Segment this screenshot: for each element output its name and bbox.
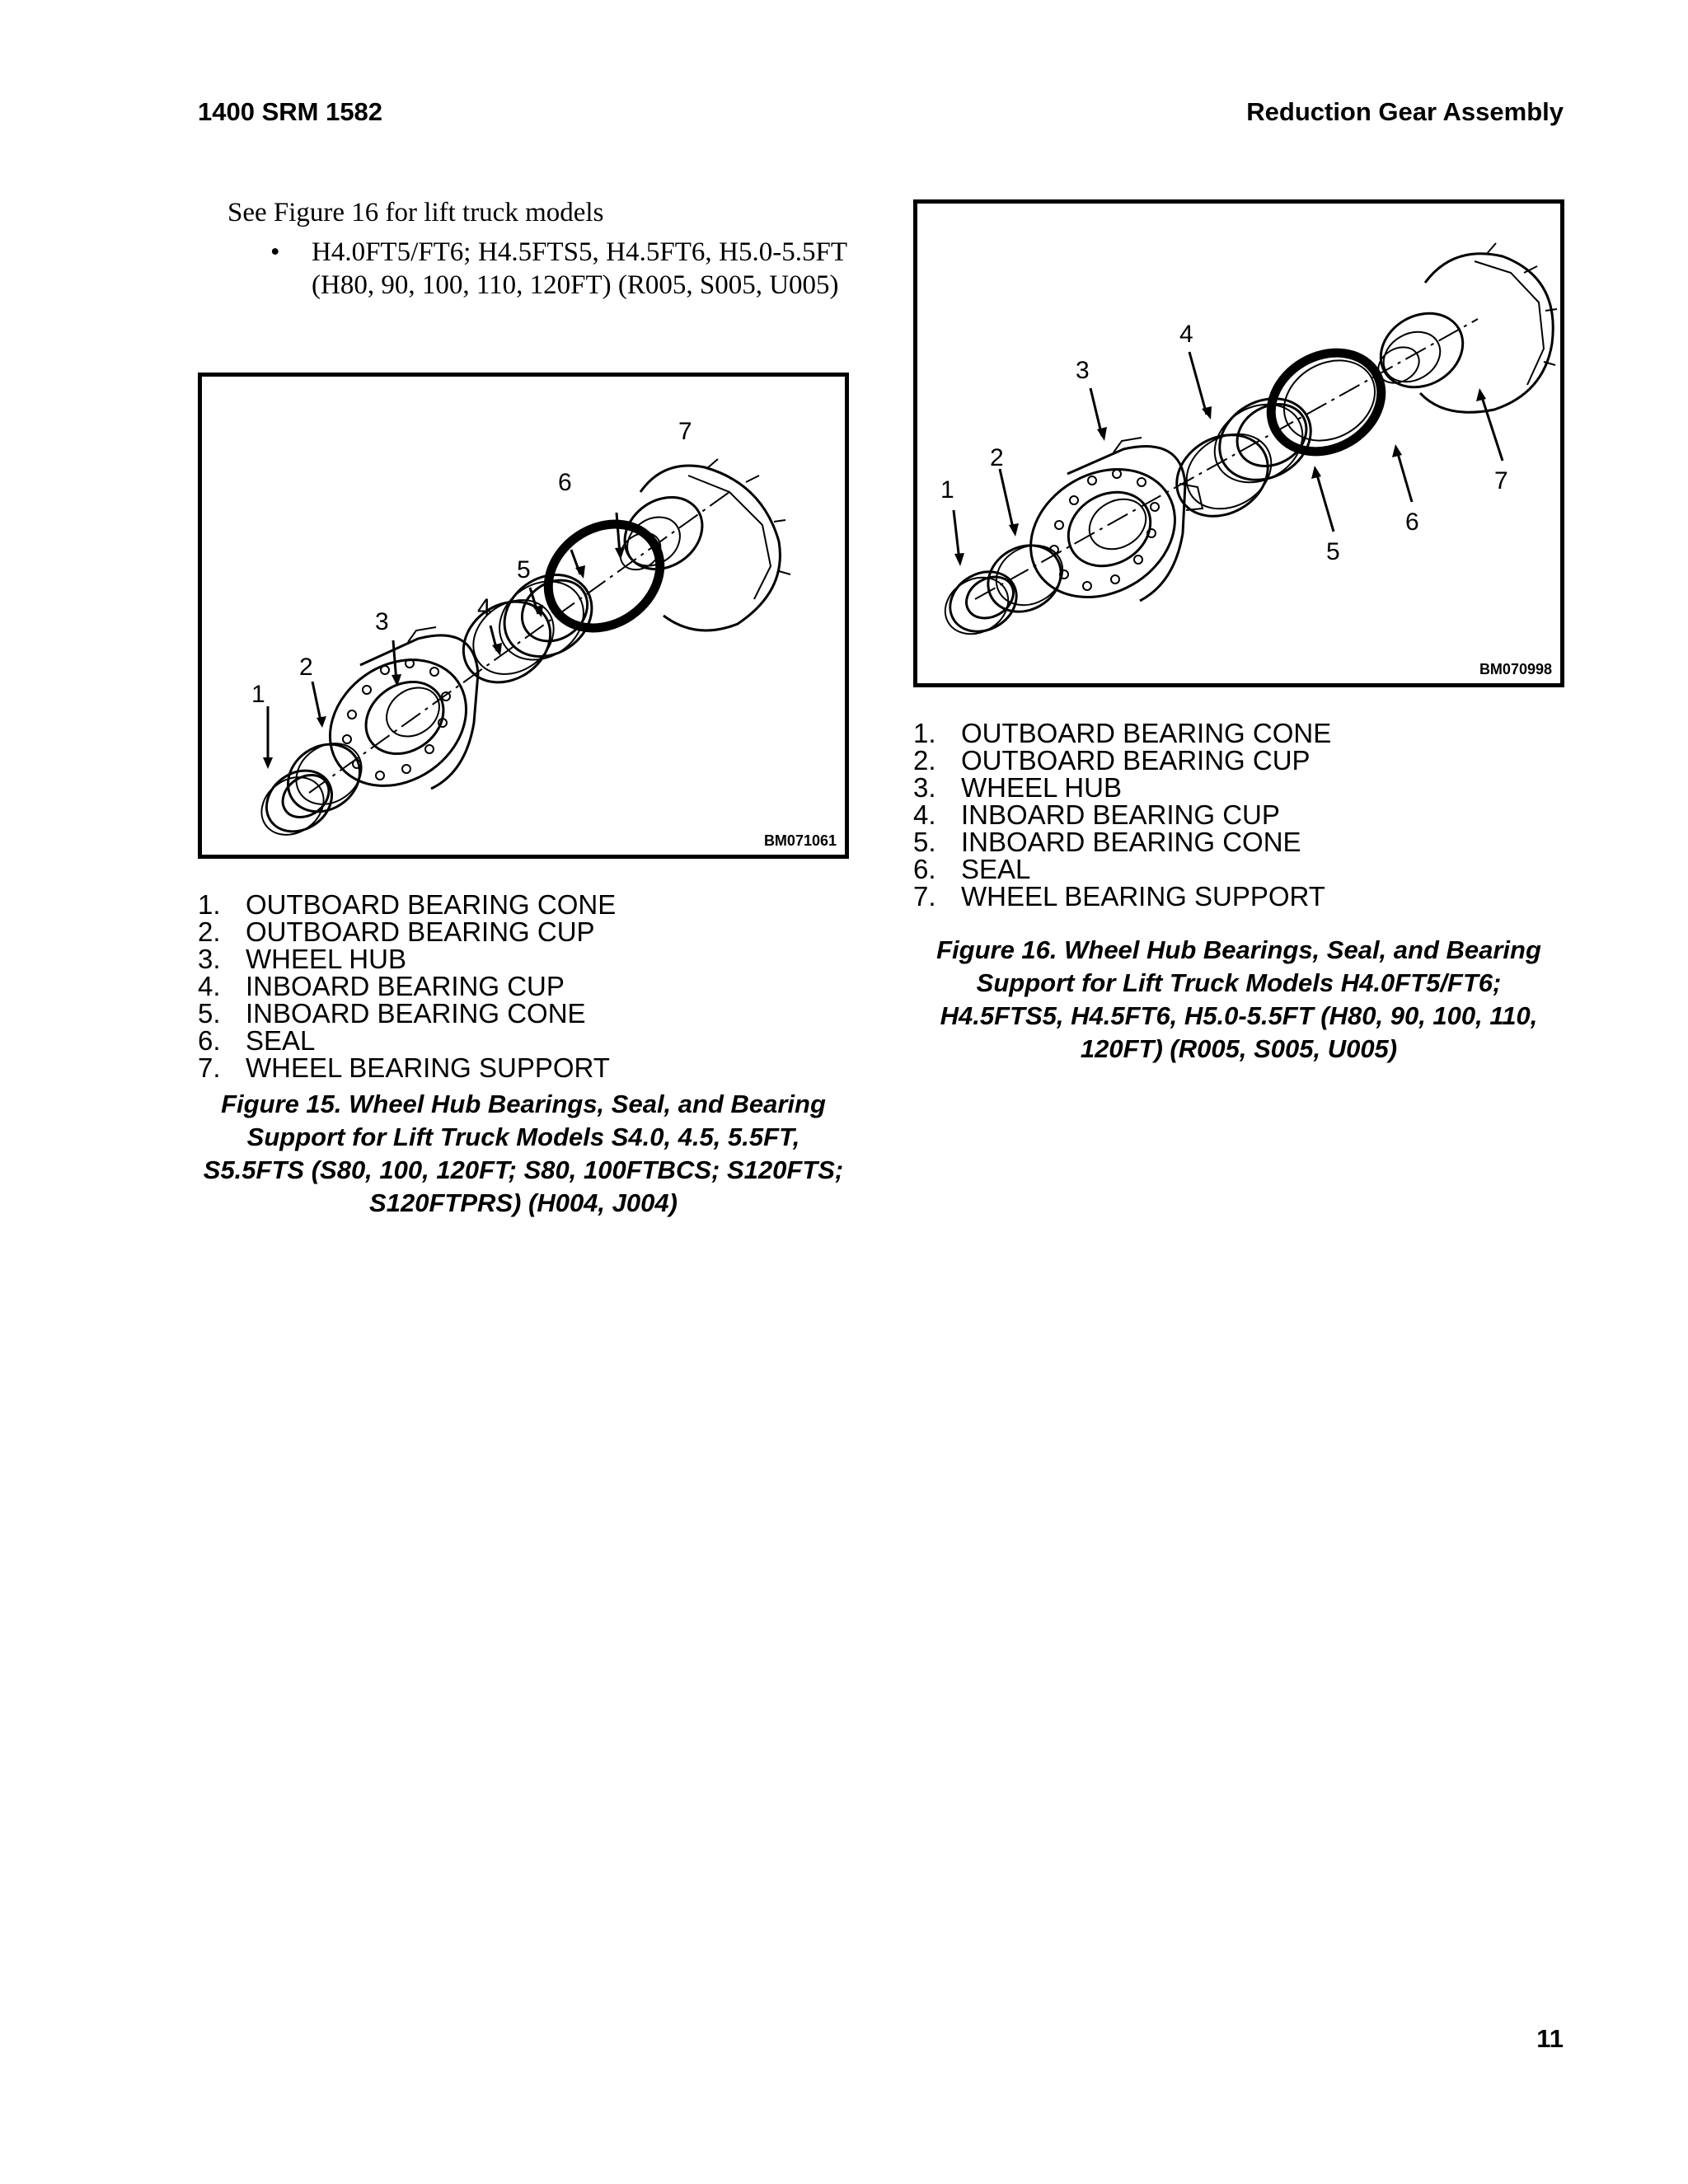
intro-bullet-text: H4.0FT5/FT6; H4.5FTS5, H4.5FT6, H5.0-5.5FT (H80, 90, 100, 110, 120FT) (R005, S005, U005) — [312, 237, 847, 300]
legend-item — [913, 801, 1331, 828]
legend-item — [913, 747, 1331, 774]
page-number: 11 — [1536, 2024, 1564, 2053]
legend-item — [198, 1027, 616, 1054]
legend-num: 7. — [198, 1052, 221, 1083]
legend-label: OUTBOARD BEARING CUP — [961, 745, 1311, 776]
figure-16-exploded-drawing — [917, 204, 1560, 683]
legend-item — [198, 891, 616, 918]
intro-lead: See Figure 16 for lift truck models — [227, 198, 604, 227]
legend-num: 3. — [913, 772, 936, 803]
legend-item — [198, 918, 616, 945]
callout-4: 4 — [477, 594, 491, 621]
callout-2: 2 — [299, 654, 313, 681]
figure-15-image-id: BM071061 — [763, 832, 837, 849]
legend-item — [913, 774, 1331, 801]
legend-label: OUTBOARD BEARING CONE — [246, 889, 617, 920]
legend-num: 2. — [913, 745, 936, 776]
legend-num: 5. — [913, 827, 936, 857]
legend-label: SEAL — [246, 1025, 316, 1056]
callout-6: 6 — [1405, 509, 1419, 536]
callout-3: 3 — [375, 608, 389, 635]
legend-label: WHEEL BEARING SUPPORT — [961, 881, 1325, 912]
part-inboard-bearing-cup — [1162, 419, 1285, 532]
legend-num: 2. — [198, 916, 221, 947]
figure-15-caption: Figure 15. Wheel Hub Bearings, Seal, and Bearing Support for Lift Truck Models S4.0, 4.5, 5.5FT, S5.5FTS (S80, 100, 120FT; S80, 100FTBCS; S120FTS; S120FTPRS) (H004, J004) — [203, 1090, 844, 1217]
legend-num: 4. — [913, 799, 936, 830]
legend-label: OUTBOARD BEARING CONE — [961, 718, 1332, 748]
legend-num: 6. — [913, 854, 936, 884]
callout-5: 5 — [1326, 538, 1340, 565]
figure-16-illustration — [913, 199, 1564, 687]
callout-labels — [251, 418, 692, 708]
legend-item — [198, 945, 616, 972]
legend-label: INBOARD BEARING CUP — [961, 799, 1280, 830]
legend-label: WHEEL HUB — [961, 772, 1122, 803]
legend-item — [913, 828, 1331, 855]
figure-15-legend — [198, 891, 616, 1081]
legend-item — [913, 719, 1331, 747]
part-inboard-bearing-cone — [1201, 382, 1326, 498]
header-section-title: Reduction Gear Assembly — [1246, 97, 1564, 126]
callout-labels — [940, 321, 1508, 565]
figure-16-caption: Figure 16. Wheel Hub Bearings, Seal, and Bearing Support for Lift Truck Models H4.0FT5/FT6; H4.5FTS5, H4.5FT6, H5.0-5.5FT (H80, 90, 100, 110, 120FT) (R005, S005, U005) — [936, 935, 1541, 1063]
legend-label: OUTBOARD BEARING CUP — [246, 916, 595, 947]
legend-item — [913, 855, 1331, 883]
callout-1: 1 — [940, 476, 954, 504]
figure-15-exploded-drawing — [202, 377, 845, 855]
callout-leaders — [954, 352, 1503, 566]
legend-label: WHEEL BEARING SUPPORT — [246, 1052, 610, 1083]
part-outboard-bearing-cone — [935, 560, 1027, 645]
legend-label: INBOARD BEARING CONE — [246, 998, 586, 1029]
part-seal — [1253, 334, 1399, 471]
callout-7: 7 — [1494, 467, 1508, 494]
center-axis-line — [309, 492, 729, 793]
legend-label: SEAL — [961, 854, 1031, 884]
legend-num: 3. — [198, 944, 221, 974]
legend-item — [198, 1054, 616, 1081]
legend-num: 7. — [913, 881, 936, 912]
legend-num: 1. — [913, 718, 936, 748]
intro-bullet-item — [227, 236, 847, 302]
callout-2: 2 — [990, 444, 1004, 471]
legend-label: WHEEL HUB — [246, 944, 406, 974]
header-document-id: 1400 SRM 1582 — [198, 97, 383, 126]
callout-4: 4 — [1179, 321, 1193, 348]
legend-item — [198, 972, 616, 1000]
bullet-icon: • — [270, 237, 280, 267]
center-axis-line — [975, 319, 1478, 599]
intro-text — [227, 196, 847, 302]
legend-label: INBOARD BEARING CUP — [246, 971, 565, 1001]
figure-15-illustration — [198, 373, 849, 859]
legend-item — [198, 1000, 616, 1027]
figure-16-legend — [913, 719, 1331, 910]
callout-leaders — [263, 513, 625, 769]
callout-7: 7 — [678, 418, 692, 445]
legend-num: 4. — [198, 971, 221, 1001]
legend-num: 6. — [198, 1025, 221, 1056]
legend-num: 5. — [198, 998, 221, 1029]
legend-label: INBOARD BEARING CONE — [961, 827, 1301, 857]
part-wheel-bearing-support — [1367, 243, 1557, 412]
callout-6: 6 — [558, 469, 572, 496]
callout-1: 1 — [251, 681, 265, 708]
legend-num: 1. — [198, 889, 221, 920]
callout-3: 3 — [1076, 357, 1090, 384]
callout-5: 5 — [517, 556, 531, 583]
part-wheel-hub — [1007, 438, 1203, 622]
legend-item — [913, 883, 1331, 910]
figure-16-image-id: BM070998 — [1479, 661, 1552, 677]
